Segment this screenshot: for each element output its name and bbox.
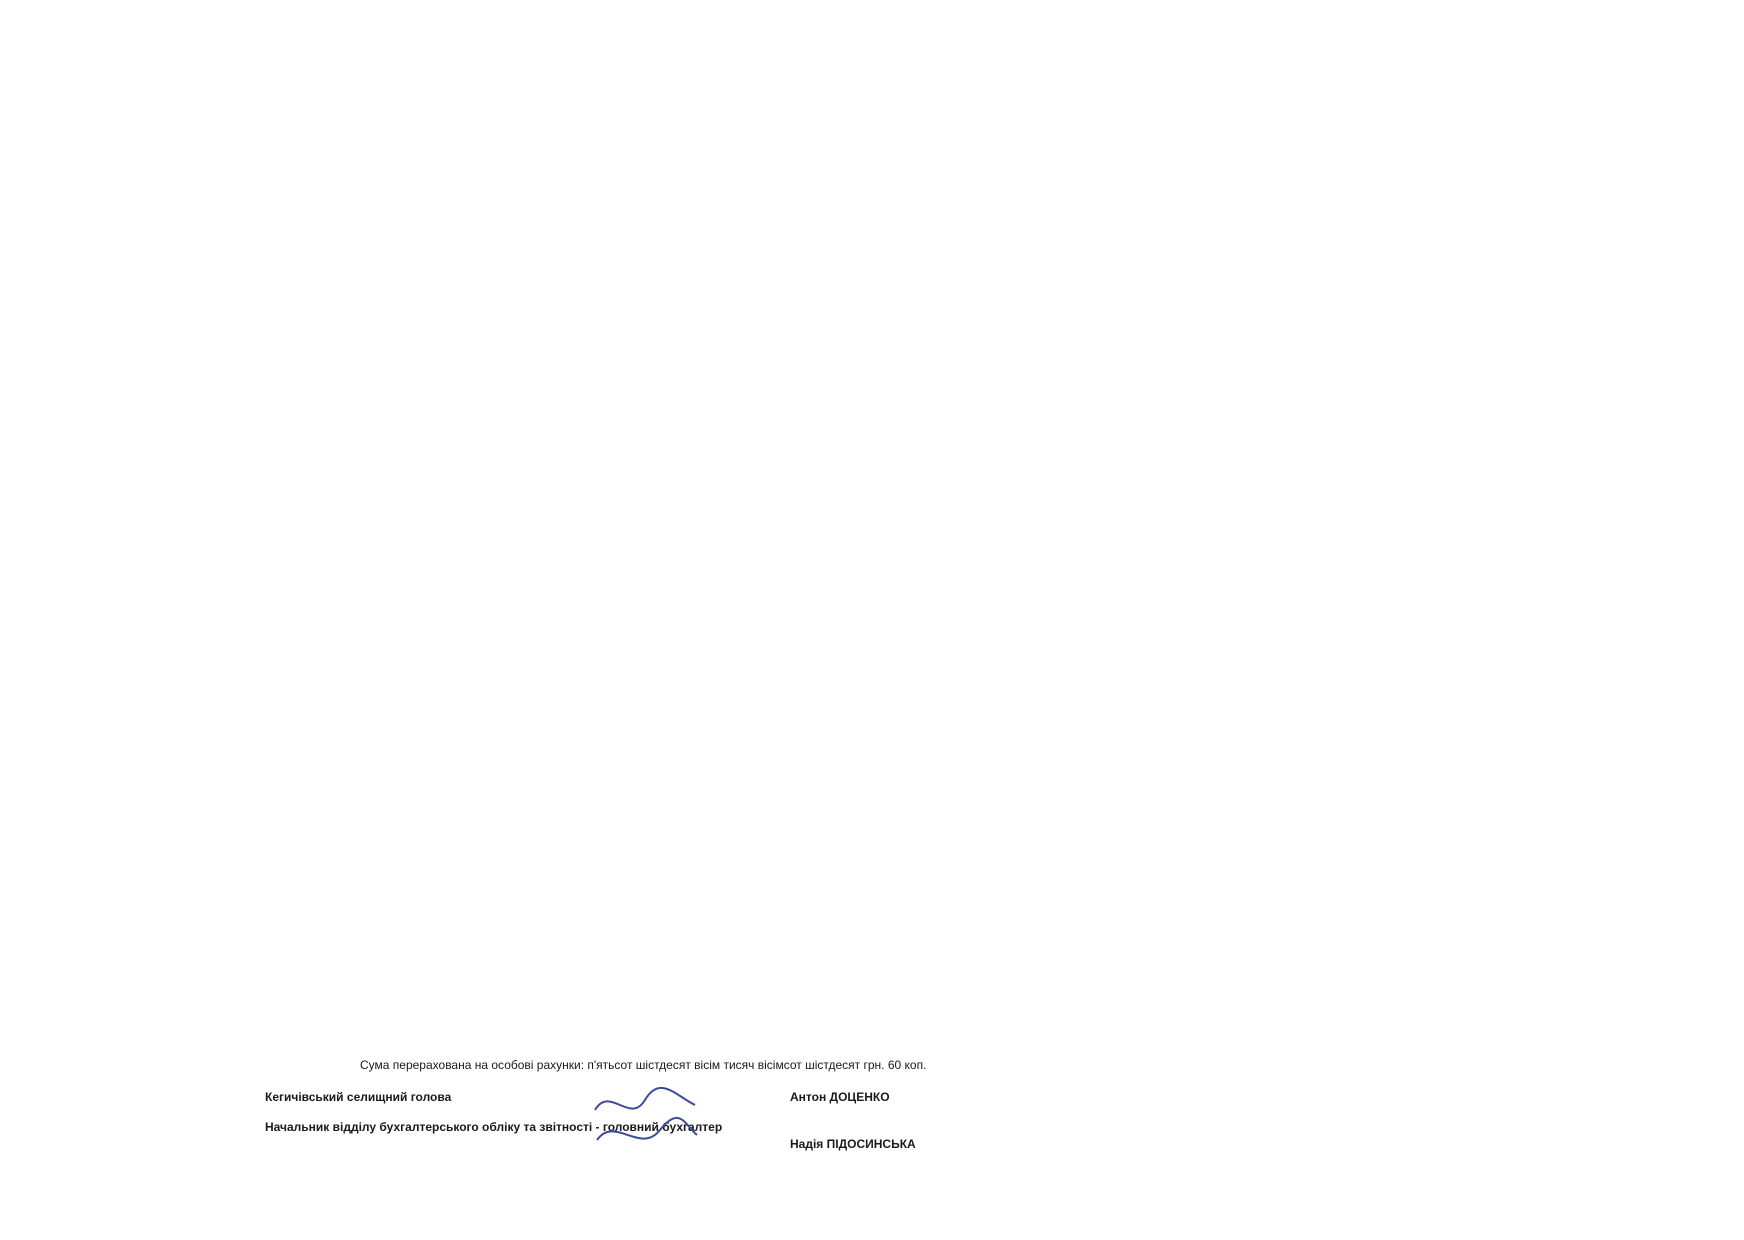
signer2-name: Надія ПІДОСИНСЬКА xyxy=(790,1137,916,1151)
handwritten-signature xyxy=(585,1080,705,1160)
transfer-note: Сума перерахована на особові рахунки: п'ятьсот шістдесят вісім тисяч вісімсот шістдесят грн. 60 коп. xyxy=(360,1058,927,1072)
signer2-title: Начальник відділу бухгалтерського обліку та звітності - головний бухгалтер xyxy=(265,1120,723,1134)
signer1-title: Кегичівський селищний голова xyxy=(265,1090,452,1104)
signer1-name: Антон ДОЦЕНКО xyxy=(790,1090,890,1104)
